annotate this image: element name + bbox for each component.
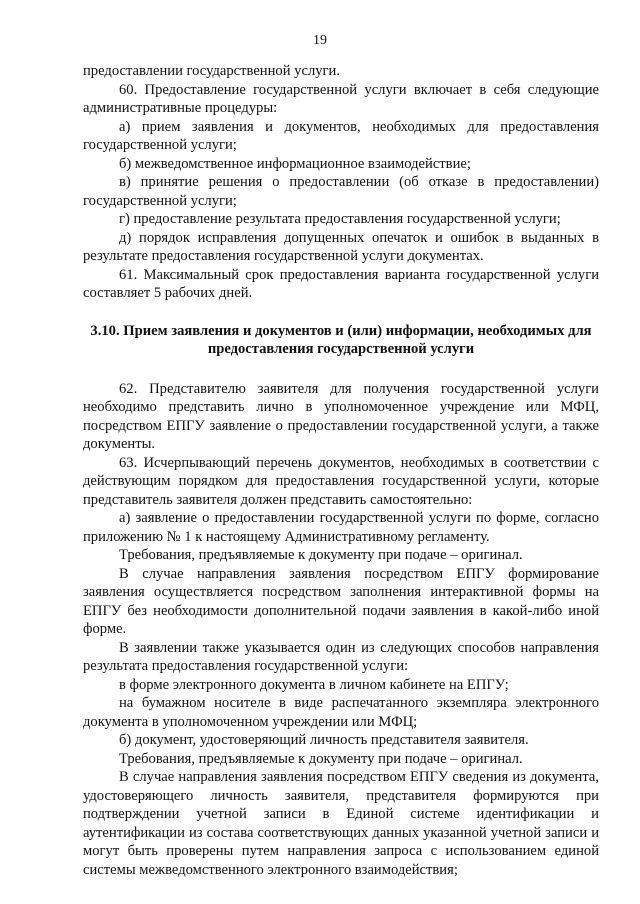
paragraph: В случае направления заявления посредством ЕПГУ сведения из документа, удостоверяющего личность заявителя, представителя формируются при подтверждении учетной записи в Единой системе идентификации и аутентификации из состава соответствующих данных указанной учетной записи и могут быть проверены путем направления запроса с использованием единой системы межведомственного электронного взаимодействия; (83, 769, 599, 878)
paragraph: 60. Предоставление государственной услуги включает в себя следующие административные процедуры: (83, 81, 599, 116)
page-number: 19 (313, 33, 327, 48)
paragraph: д) порядок исправления допущенных опечаток и ошибок в выданных в результате предоставления государственной услуги документах. (83, 229, 599, 264)
paragraph: в) принятие решения о предоставлении (об отказе в предоставлении) государственной услуги; (83, 174, 599, 209)
paragraph: б) документ, удостоверяющий личность представителя заявителя. (119, 732, 529, 748)
paragraph: Требования, предъявляемые к документу при подаче – оригинал. (119, 750, 523, 767)
paragraph: 63. Исчерпывающий перечень документов, необходимых в соответствии с действующим порядком для предоставления государственной услуги, которые представитель заявителя должен представить самостоятельно: (83, 454, 599, 508)
paragraph: Требования, предъявляемые к документу при подаче – оригинал. (119, 547, 523, 563)
paragraph: а) заявление о предоставлении государственной услуги по форме, согласно приложению № 1 к настоящему Административному регламенту. (83, 510, 599, 545)
paragraph: 62. Представителю заявителя для получения государственной услуги необходимо представить лично в уполномоченное учреждение или МФЦ, посредством ЕПГУ заявление о предоставлении государственной услуги, а также документы. (83, 380, 599, 452)
paragraph: 61. Максимальный срок предоставления варианта государственной услуги составляет 5 рабочих дней. (83, 266, 599, 301)
paragraph: В случае направления заявления посредством ЕПГУ формирование заявления осуществляется посредством заполнения интерактивной формы на ЕПГУ без необходимости дополнительной подачи заявления в какой-либо иной форме. (83, 565, 599, 637)
paragraph: на бумажном носителе в виде распечатанного экземпляра электронного документа в уполномоченном учреждении или МФЦ; (83, 695, 599, 730)
paragraph: б) межведомственное информационное взаимодействие; (119, 155, 471, 172)
paragraph: В заявлении также указывается один из следующих способов направления результата предоставления государственной услуги: (83, 639, 599, 674)
section-heading: 3.10. Прием заявления и документов и (или) информации, необходимых для предоставления государственной услуги (90, 322, 592, 357)
paragraph: в форме электронного документа в личном кабинете на ЕПГУ; (119, 676, 509, 693)
paragraph: а) прием заявления и документов, необходимых для предоставления государственной услуги; (83, 118, 599, 153)
paragraph: предоставлении государственной услуги. (83, 63, 340, 79)
document-body (83, 62, 599, 879)
paragraph: г) предоставление результата предоставления государственной услуги; (119, 211, 561, 227)
